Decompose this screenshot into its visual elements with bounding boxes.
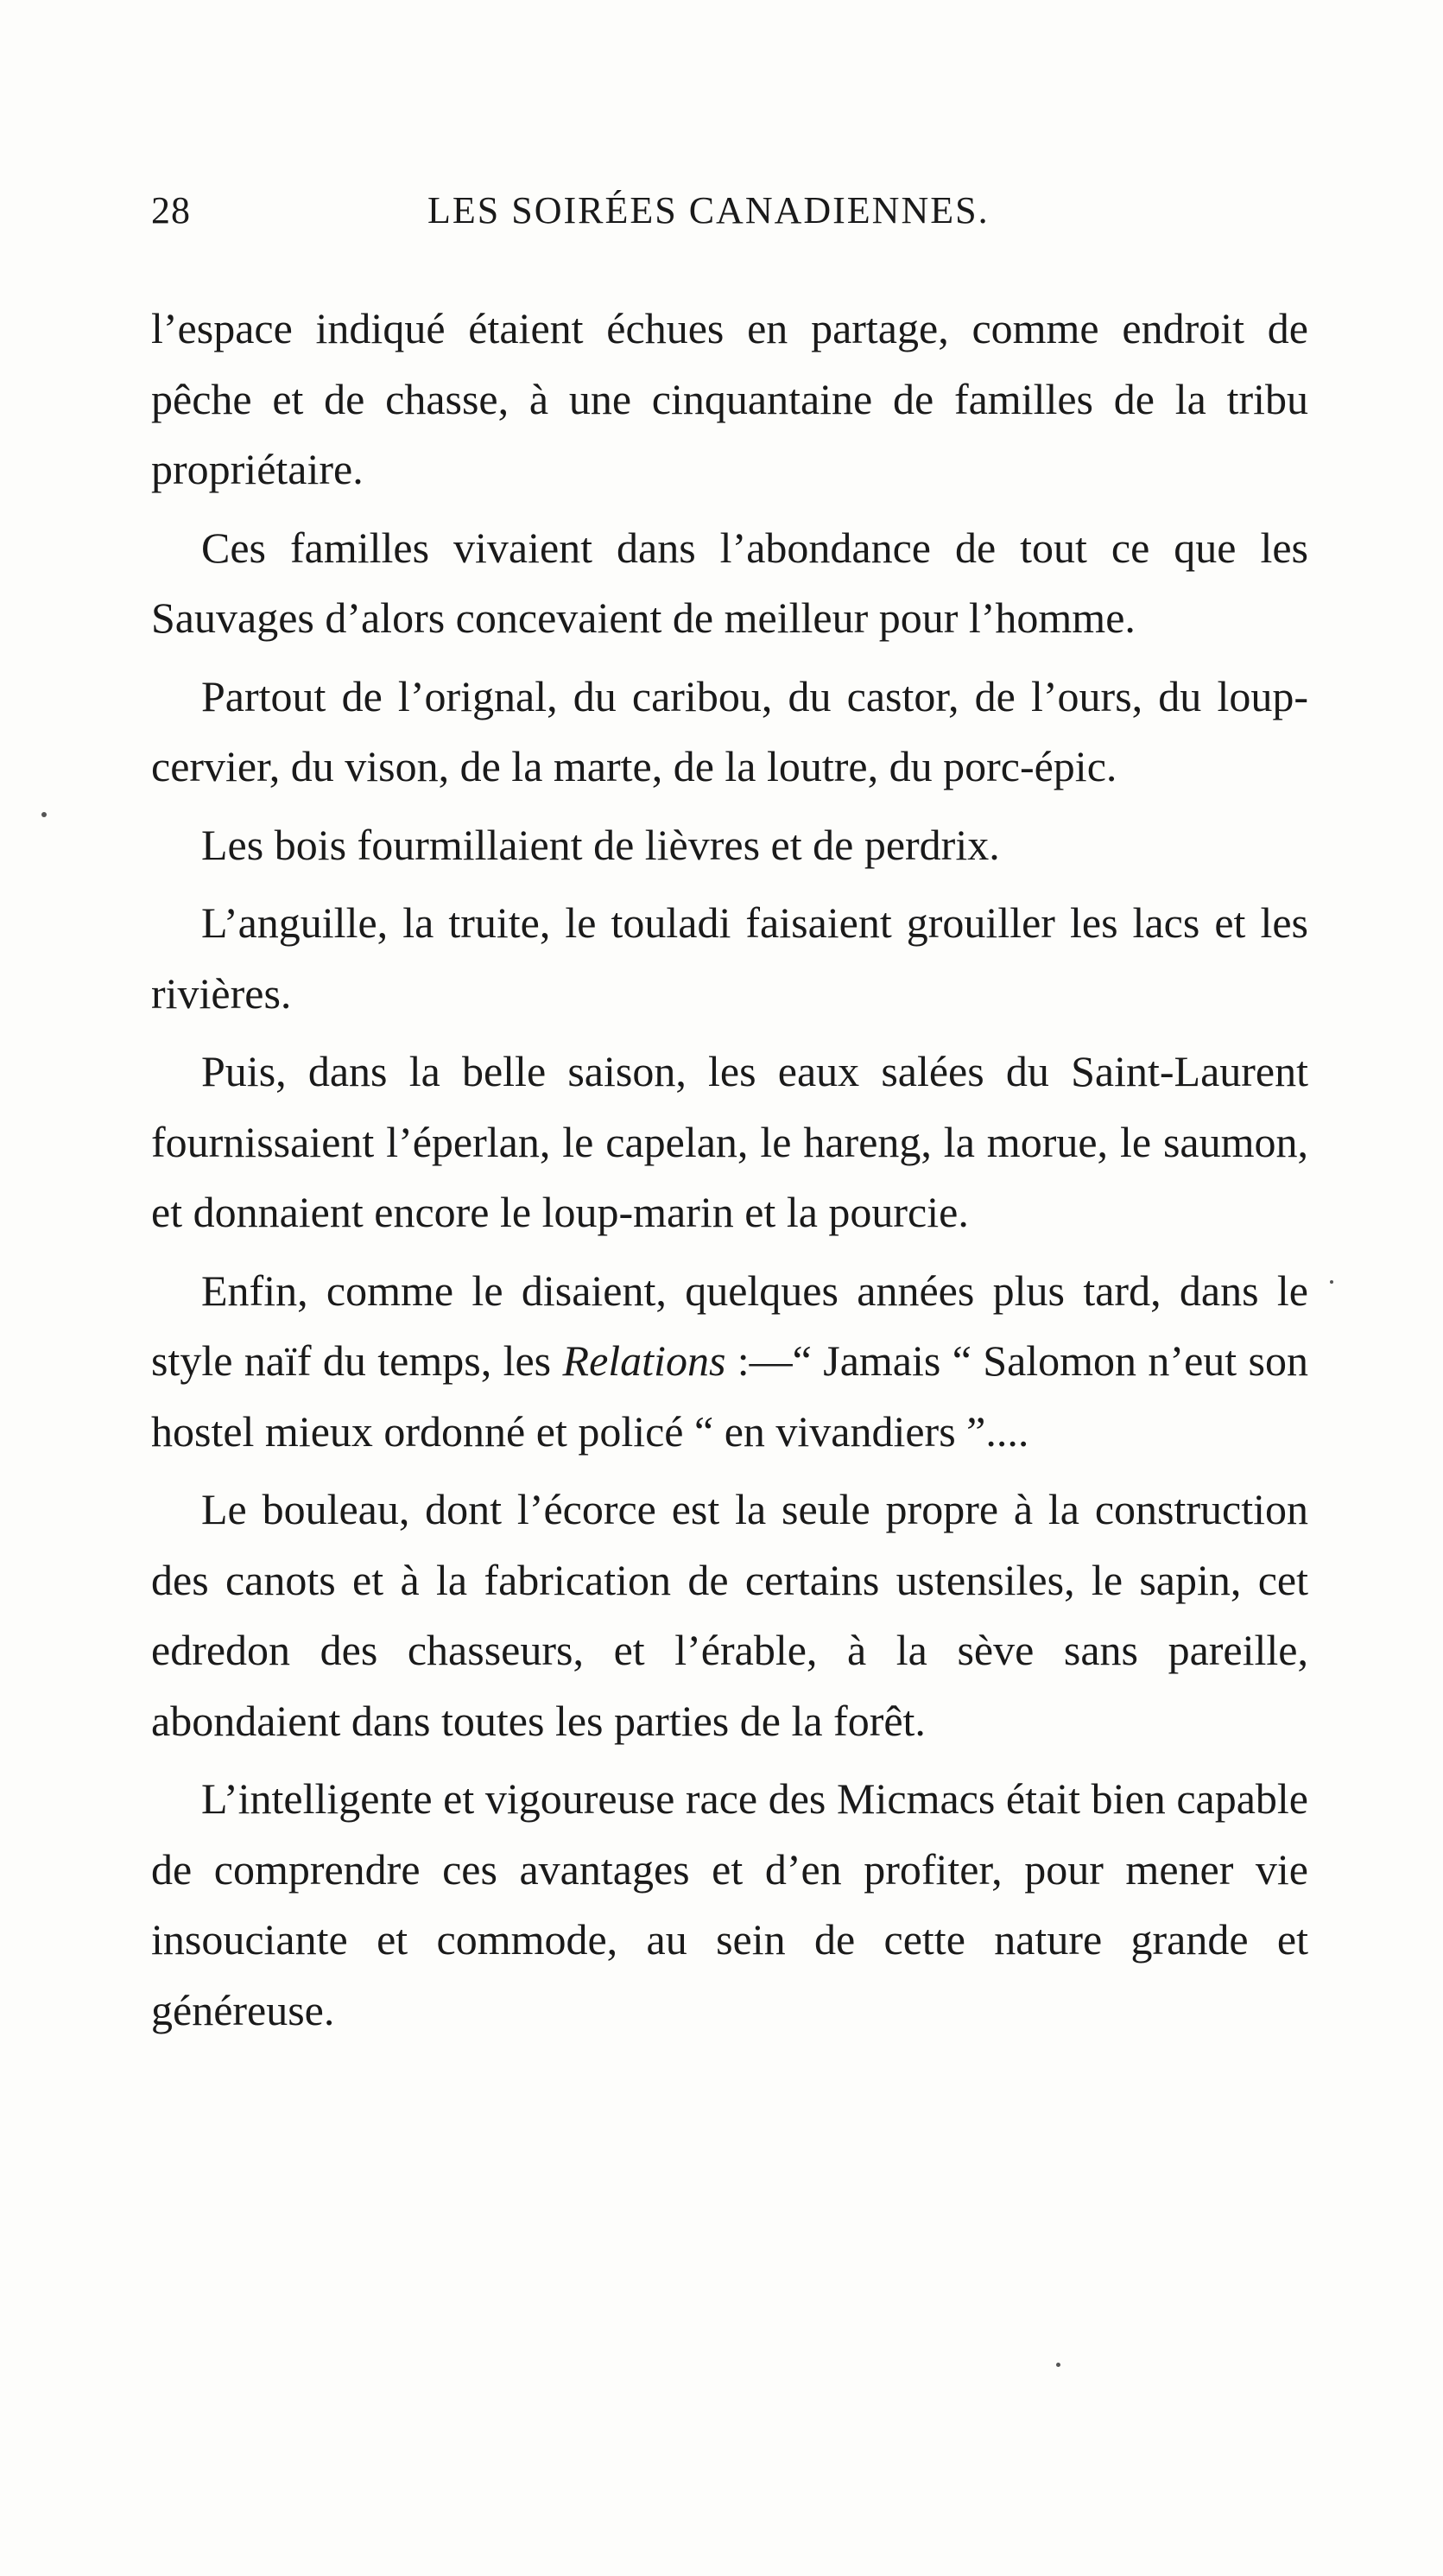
paragraph-6: Puis, dans la belle saison, les eaux salées du Saint-Laurent fournissaient l’éperlan, le capelan, le hareng, la morue, le saumon, et donnaient encore le loup-marin et la pourcie. bbox=[151, 1047, 1308, 1236]
paragraph-1: l’espace indiqué étaient échues en partage, comme endroit de pêche et de chasse, à une cinquantaine de familles de la tribu propriétaire. bbox=[151, 304, 1308, 493]
relations-italic: Relations bbox=[562, 1336, 726, 1385]
paragraph-5: L’anguille, la truite, le touladi faisaient grouiller les lacs et les rivières. bbox=[151, 898, 1308, 1018]
page-number: 28 bbox=[151, 189, 191, 232]
paragraph-4: Les bois fourmillaient de lièvres et de perdrix. bbox=[201, 820, 1000, 869]
body-text bbox=[151, 294, 1308, 2046]
running-title: LES SOIRÉES CANADIENNES. bbox=[427, 189, 990, 232]
stray-ink-mark bbox=[1056, 2363, 1060, 2367]
paragraph-7 bbox=[151, 1256, 1308, 1468]
stray-ink-mark bbox=[41, 812, 47, 817]
paragraph-3: Partout de l’orignal, du caribou, du castor, de l’ours, du loup-cervier, du vison, de la marte, de la loutre, du porc-épic. bbox=[151, 671, 1308, 790]
paragraph-7-text-after: :—“ Jamais “ Salomon n’eut son hostel mieux ordonné et policé “ en vivandiers ”.... bbox=[151, 1336, 1308, 1456]
stray-ink-mark bbox=[1330, 1280, 1333, 1284]
running-head bbox=[151, 188, 1304, 240]
paragraph-9: L’intelligente et vigoureuse race des Micmacs était bien capable de comprendre ces avantages et d’en profiter, pour mener vie insouciante et commode, au sein de cette nature grande et généreuse. bbox=[151, 1774, 1308, 2034]
paragraph-7-text-before: Enfin, comme le disaient, quelques années plus tard, dans le style naïf du temps, les bbox=[151, 1266, 1308, 1385]
paragraph-2: Ces familles vivaient dans l’abondance de tout ce que les Sauvages d’alors concevaient de meilleur pour l’homme. bbox=[151, 523, 1308, 642]
paragraph-8: Le bouleau, dont l’écorce est la seule propre à la construction des canots et à la fabrication de certains ustensiles, le sapin, cet edredon des chasseurs, et l’érable, à la sève sans pareille, abondaient dans toutes les parties de la forêt. bbox=[151, 1485, 1308, 1745]
